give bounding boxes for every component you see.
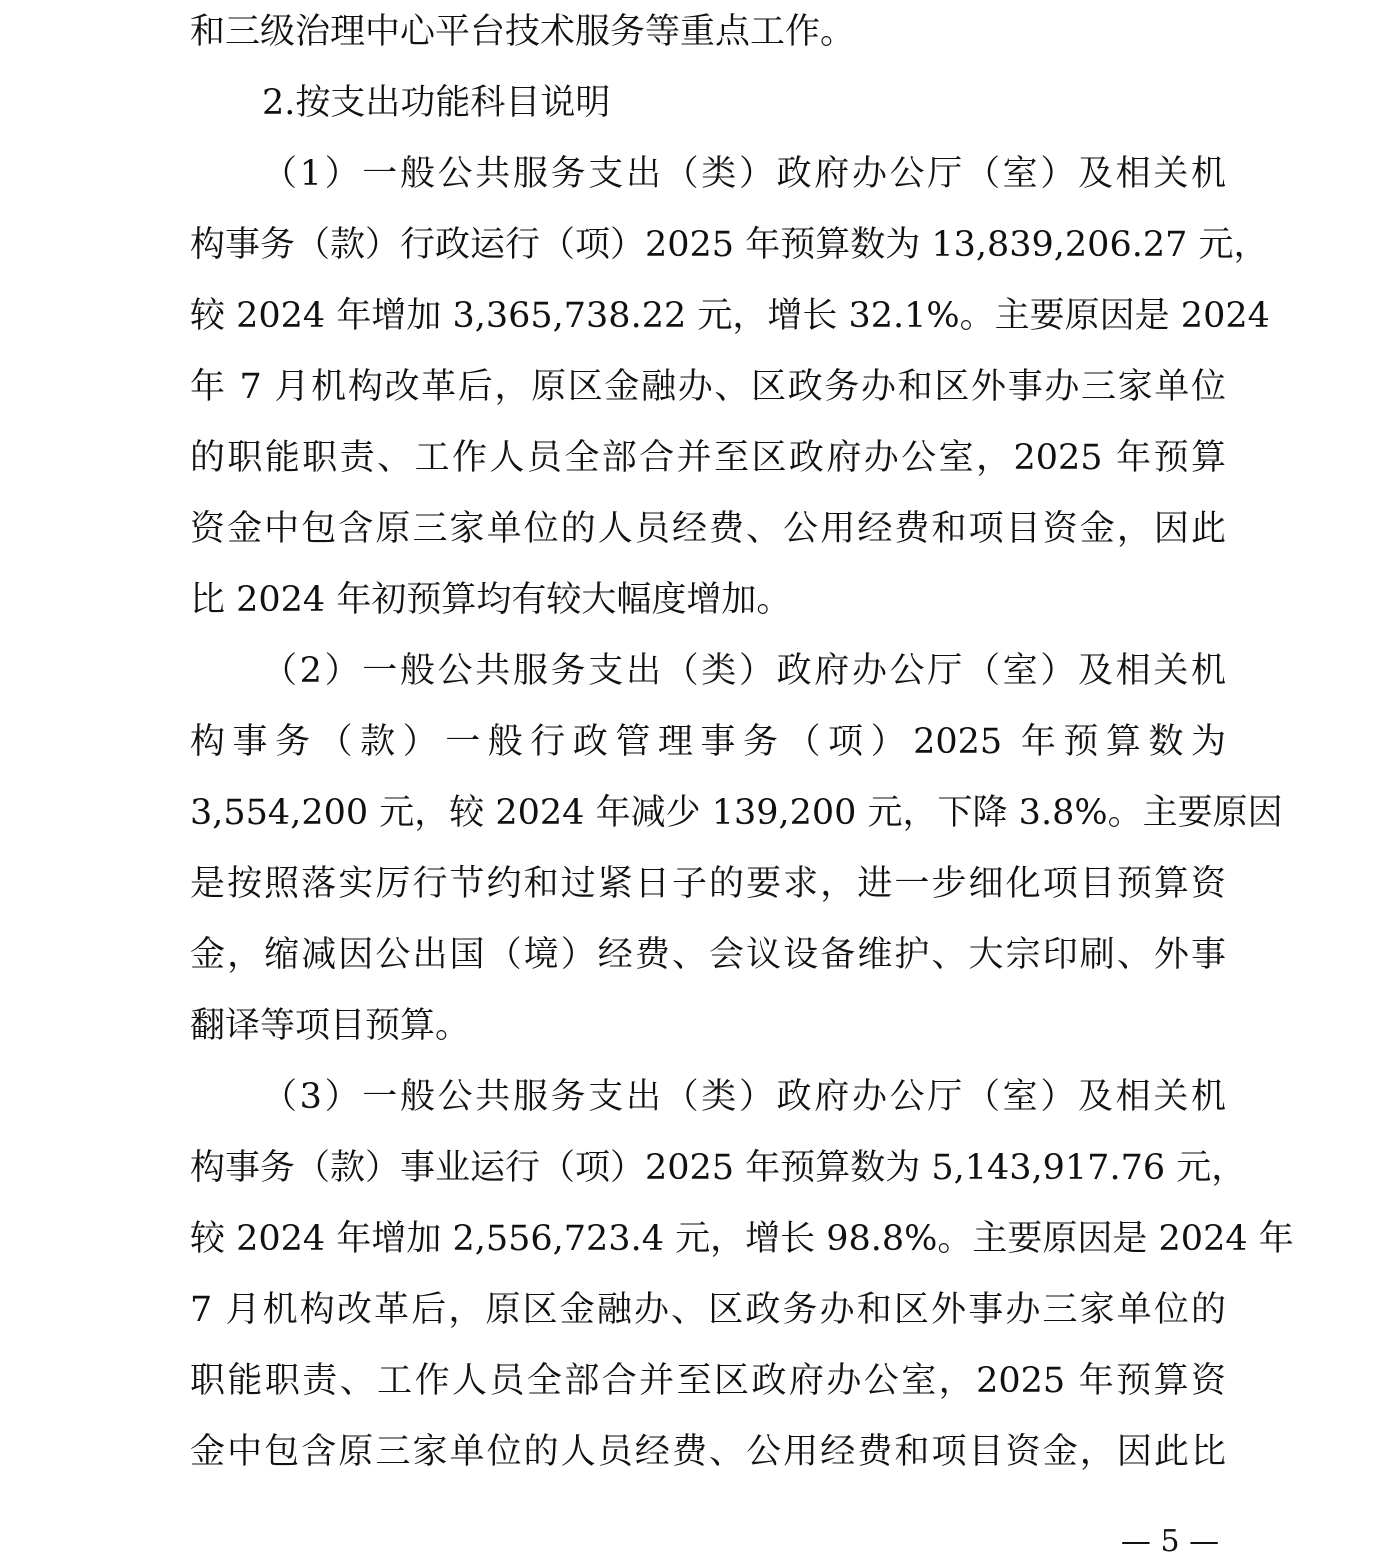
text-line-12: 3,554,200 元，较 2024 年减少 139,200 元，下降 3.8%。主要原因: [190, 793, 1283, 833]
text-line-6: 年 7 月机构改革后，原区金融办、区政务办和区外事办三家单位: [190, 367, 1226, 407]
text-line-8: 资金中包含原三家单位的人员经费、公用经费和项目资金，因此: [190, 509, 1226, 549]
text-line-10: （2）一般公共服务支出（类）政府办公厅（室）及相关机: [262, 651, 1226, 691]
text-line-20: 职能职责、工作人员全部合并至区政府办公室，2025 年预算资: [190, 1361, 1226, 1401]
section-heading: 2.按支出功能科目说明: [262, 83, 611, 123]
text-line-17: 构事务（款）事业运行（项）2025 年预算数为 5,143,917.76 元，: [190, 1148, 1247, 1188]
text-line-3: （1）一般公共服务支出（类）政府办公厅（室）及相关机: [262, 154, 1226, 194]
text-line-7: 的职能职责、工作人员全部合并至区政府办公室，2025 年预算: [190, 438, 1226, 478]
text-line-9: 比 2024 年初预算均有较大幅度增加。: [190, 580, 792, 620]
text-line-19: 7 月机构改革后，原区金融办、区政务办和区外事办三家单位的: [190, 1290, 1226, 1330]
text-line-5: 较 2024 年增加 3,365,738.22 元，增长 32.1%。主要原因是 2024: [190, 296, 1270, 336]
text-line-21: 金中包含原三家单位的人员经费、公用经费和项目资金，因此比: [190, 1432, 1226, 1472]
text-line-14: 金，缩减因公出国（境）经费、会议设备维护、大宗印刷、外事: [190, 935, 1226, 975]
text-line-16: （3）一般公共服务支出（类）政府办公厅（室）及相关机: [262, 1077, 1226, 1117]
text-line-15: 翻译等项目预算。: [190, 1006, 471, 1046]
text-line-1: 和三级治理中心平台技术服务等重点工作。: [190, 12, 856, 52]
text-line-11: 构事务（款）一般行政管理事务（项）2025 年预算数为: [190, 722, 1226, 762]
text-line-18: 较 2024 年增加 2,556,723.4 元，增长 98.8%。主要原因是 2024 年: [190, 1219, 1294, 1259]
text-line-13: 是按照落实厉行节约和过紧日子的要求，进一步细化项目预算资: [190, 864, 1226, 904]
page-number: — 5 —: [1120, 1524, 1220, 1559]
text-line-4: 构事务（款）行政运行（项）2025 年预算数为 13,839,206.27 元，: [190, 225, 1269, 265]
